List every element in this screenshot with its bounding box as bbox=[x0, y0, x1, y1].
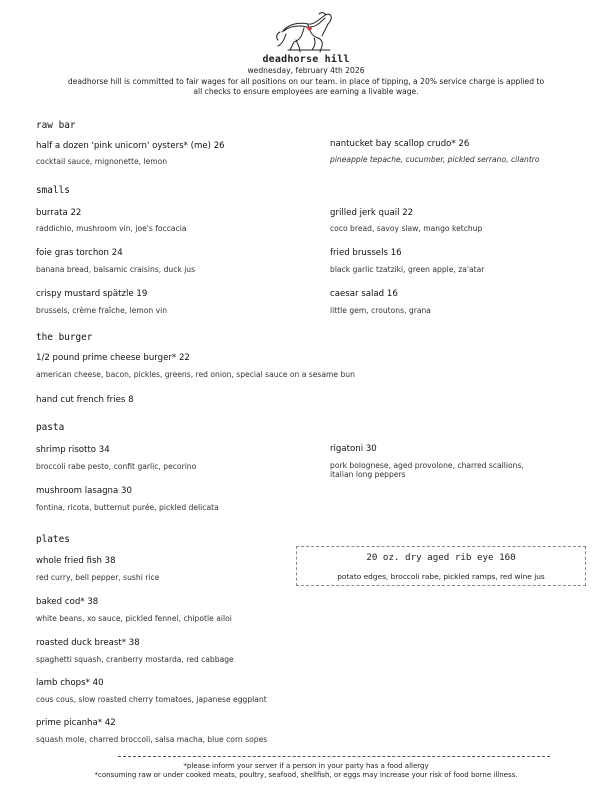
item-name-fried-brussels: fried brussels 16 bbox=[330, 248, 402, 258]
item-name-baked-cod: baked cod* 38 bbox=[36, 597, 99, 607]
wage-note-line-2: all checks to ensure employees are earning a livable wage. bbox=[193, 87, 419, 96]
item-desc-foie-gras: banana bread, balsamic craisins, duck jus bbox=[36, 265, 196, 274]
item-desc-baked-cod: white beans, xo sauce, pickled fennel, chipotle ailoi bbox=[36, 614, 232, 623]
item-desc-whole-fried-fish: red curry, bell pepper, sushi rice bbox=[36, 573, 160, 582]
item-name-whole-fried-fish: whole fried fish 38 bbox=[36, 556, 116, 566]
item-desc-oysters: cocktail sauce, mignonette, lemon bbox=[36, 157, 168, 166]
section-title-plates: plates bbox=[36, 534, 70, 545]
item-name-rib-eye: 20 oz. dry aged rib eye 160 bbox=[366, 552, 516, 563]
restaurant-name: deadhorse hill bbox=[262, 54, 350, 65]
item-name-jerk-quail: grilled jerk quail 22 bbox=[330, 208, 414, 218]
item-name-shrimp-risotto: shrimp risotto 34 bbox=[36, 445, 110, 455]
item-desc-rigatoni-line-1: pork bolognese, aged provolone, charred scallions, bbox=[330, 461, 524, 470]
wage-note bbox=[32, 77, 580, 97]
item-desc-shrimp-risotto: broccoli rabe pesto, confit garlic, pecorino bbox=[36, 462, 197, 471]
item-desc-lamb-chops: cous cous, slow roasted cherry tomatoes, japanese eggplant bbox=[36, 695, 267, 704]
item-desc-mushroom-lasagna: fontina, ricota, butternut purée, pickled delicata bbox=[36, 503, 219, 512]
item-name-duck-breast: roasted duck breast* 38 bbox=[36, 638, 140, 648]
item-desc-burrata: raddichio, mushroom vin, joe's foccacia bbox=[36, 224, 187, 233]
item-desc-jerk-quail: coco bread, savoy slaw, mango ketchup bbox=[330, 224, 483, 233]
section-title-burger: the burger bbox=[36, 332, 93, 343]
item-desc-spatzle: brussels, crème fraîche, lemon vin bbox=[36, 306, 168, 315]
item-name-rigatoni: rigatoni 30 bbox=[330, 444, 377, 454]
item-name-mushroom-lasagna: mushroom lasagna 30 bbox=[36, 486, 132, 496]
horse-logo-icon bbox=[274, 10, 340, 56]
allergy-notice: *please inform your server if a person in your party has a food allergy bbox=[183, 762, 429, 770]
footer-divider bbox=[118, 756, 550, 757]
section-title-smalls: smalls bbox=[36, 185, 70, 196]
section-title-pasta: pasta bbox=[36, 422, 65, 433]
section-title-raw-bar: raw bar bbox=[36, 120, 76, 131]
item-name-prime-picanha: prime picanha* 42 bbox=[36, 718, 116, 728]
item-desc-caesar-salad: little gem, croutons, grana bbox=[330, 306, 431, 315]
item-desc-rigatoni-line-2: italian long peppers bbox=[330, 470, 406, 479]
item-desc-rib-eye: potato edges, broccoli rabe, pickled ramps, red wine jus bbox=[337, 572, 545, 581]
item-name-burrata: burrata 22 bbox=[36, 208, 82, 218]
item-desc-duck-breast: spaghetti squash, cranberry mostarda, red cabbage bbox=[36, 655, 234, 664]
item-desc-scallop-crudo: pineapple tepache, cucumber, pickled serrano, cilantro bbox=[330, 155, 540, 164]
item-name-oysters: half a dozen 'pink unicorn' oysters* (me) 26 bbox=[36, 141, 225, 151]
item-name-cheese-burger: 1/2 pound prime cheese burger* 22 bbox=[36, 353, 190, 363]
wage-note-line-1: deadhorse hill is committed to fair wages for all positions on our team. in place of tipping, a 20% service charge is applied to bbox=[67, 77, 545, 86]
item-name-foie-gras: foie gras torchon 24 bbox=[36, 248, 123, 258]
item-name-spatzle: crispy mustard spätzle 19 bbox=[36, 289, 148, 299]
item-desc-cheese-burger: american cheese, bacon, pickles, greens, red onion, special sauce on a sesame bun bbox=[36, 370, 355, 379]
item-name-scallop-crudo: nantucket bay scallop crudo* 26 bbox=[330, 139, 470, 149]
food-safety-warning: *consuming raw or under cooked meats, poultry, seafood, shellfish, or eggs may increase your risk of food borne illness. bbox=[94, 771, 518, 779]
menu-date: wednesday, february 4th 2026 bbox=[247, 66, 365, 75]
item-desc-fried-brussels: black garlic tzatziki, green apple, za'atar bbox=[330, 265, 485, 274]
item-name-french-fries: hand cut french fries 8 bbox=[36, 395, 134, 405]
item-name-lamb-chops: lamb chops* 40 bbox=[36, 678, 104, 688]
item-desc-prime-picanha: squash mole, charred broccoli, salsa macha, blue corn sopes bbox=[36, 735, 268, 744]
item-name-caesar-salad: caesar salad 16 bbox=[330, 289, 398, 299]
